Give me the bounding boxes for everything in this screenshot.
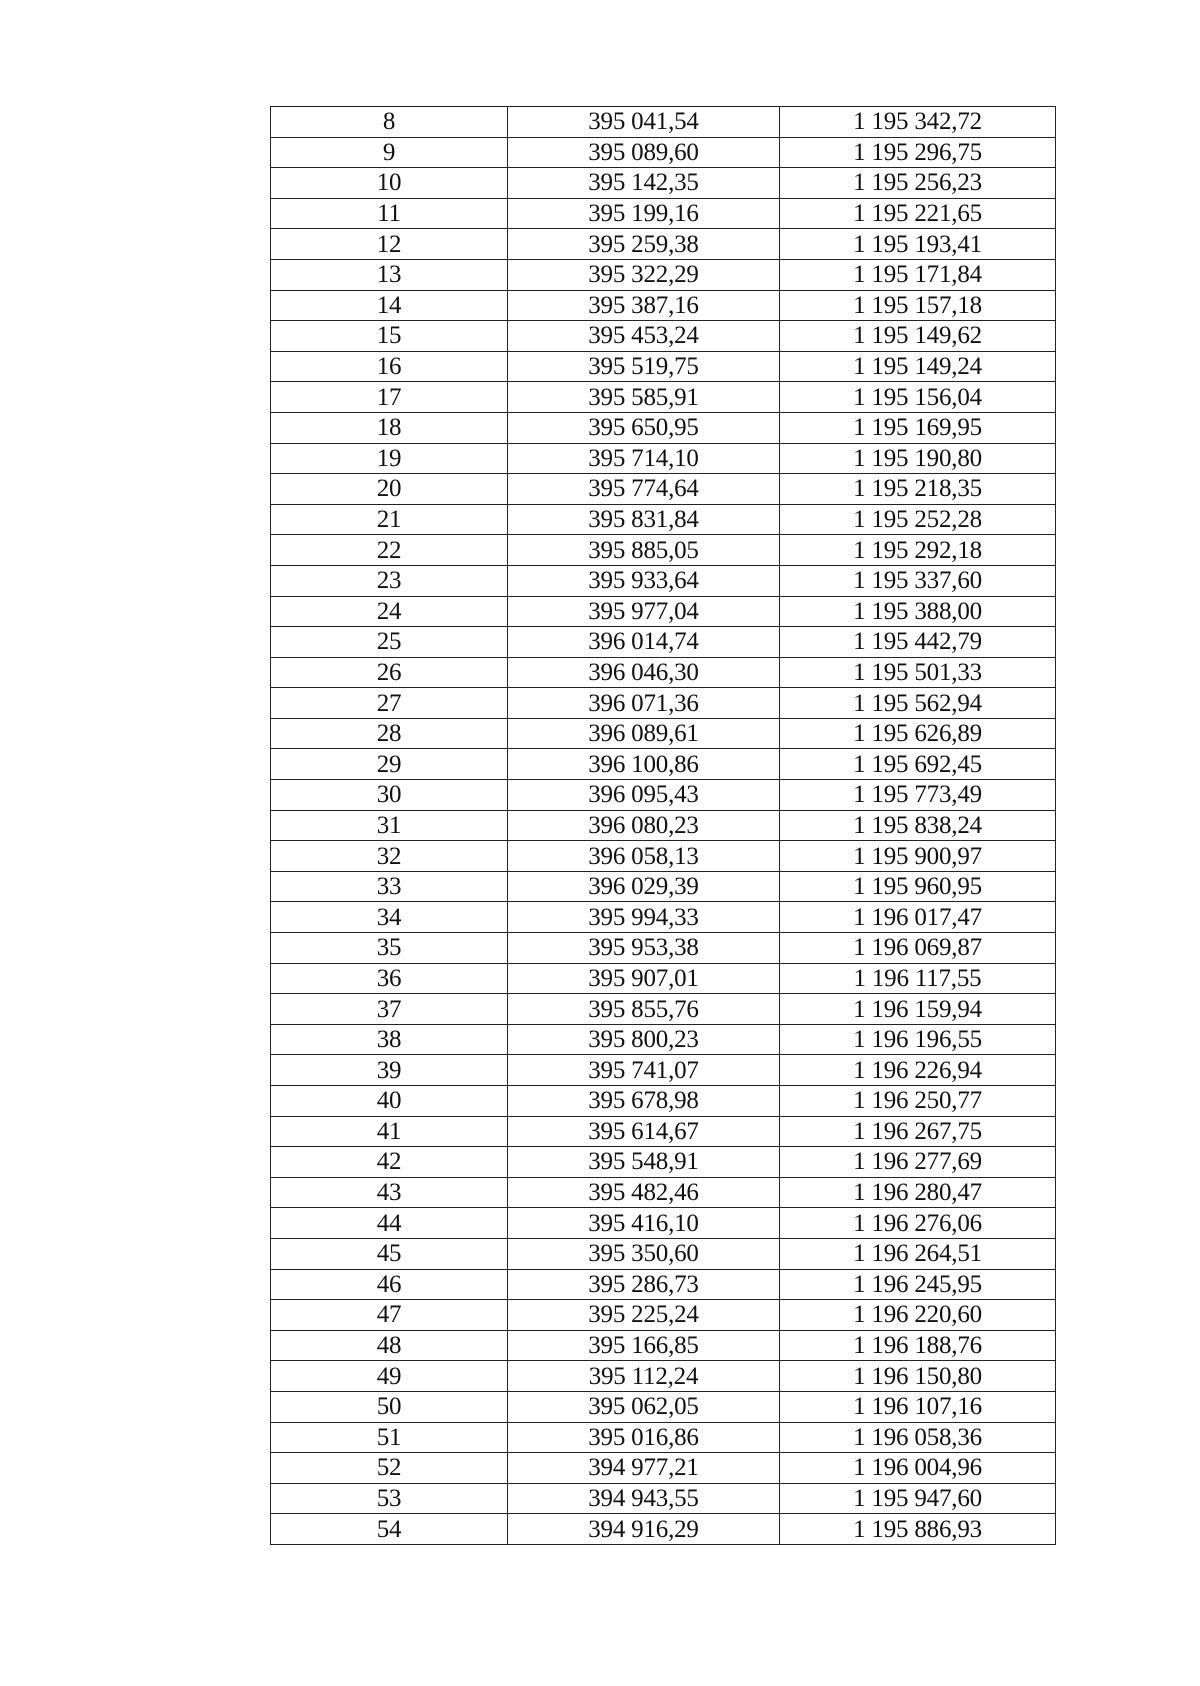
point-number-cell: 31: [271, 810, 508, 841]
point-number-cell: 20: [271, 474, 508, 505]
point-number-cell: 33: [271, 871, 508, 902]
table-row: [271, 780, 1056, 811]
y-coordinate-cell: 1 195 252,28: [780, 504, 1056, 535]
x-coordinate-cell: 395 322,29: [508, 259, 780, 290]
x-coordinate-cell: 395 387,16: [508, 290, 780, 321]
point-number-cell: 25: [271, 627, 508, 658]
table-row: [271, 198, 1056, 229]
table-row: [271, 1422, 1056, 1453]
table-row: [271, 933, 1056, 964]
point-number-cell: 35: [271, 933, 508, 964]
y-coordinate-cell: 1 195 342,72: [780, 107, 1056, 138]
table-row: [271, 351, 1056, 382]
point-number-cell: 34: [271, 902, 508, 933]
x-coordinate-cell: 395 199,16: [508, 198, 780, 229]
point-number-cell: 26: [271, 657, 508, 688]
x-coordinate-cell: 395 614,67: [508, 1116, 780, 1147]
y-coordinate-cell: 1 195 960,95: [780, 871, 1056, 902]
point-number-cell: 19: [271, 443, 508, 474]
point-number-cell: 15: [271, 321, 508, 352]
x-coordinate-cell: 396 100,86: [508, 749, 780, 780]
y-coordinate-cell: 1 196 250,77: [780, 1086, 1056, 1117]
table-row: [271, 1147, 1056, 1178]
y-coordinate-cell: 1 196 245,95: [780, 1269, 1056, 1300]
y-coordinate-cell: 1 195 886,93: [780, 1514, 1056, 1545]
point-number-cell: 24: [271, 596, 508, 627]
table-row: [271, 168, 1056, 199]
table-row: [271, 1116, 1056, 1147]
y-coordinate-cell: 1 195 169,95: [780, 412, 1056, 443]
x-coordinate-cell: 395 416,10: [508, 1208, 780, 1239]
x-coordinate-cell: 395 286,73: [508, 1269, 780, 1300]
y-coordinate-cell: 1 195 221,65: [780, 198, 1056, 229]
point-number-cell: 51: [271, 1422, 508, 1453]
table-row: [271, 718, 1056, 749]
point-number-cell: 48: [271, 1330, 508, 1361]
y-coordinate-cell: 1 195 149,24: [780, 351, 1056, 382]
y-coordinate-cell: 1 196 196,55: [780, 1024, 1056, 1055]
point-number-cell: 22: [271, 535, 508, 566]
table-row: [271, 137, 1056, 168]
table-row: [271, 688, 1056, 719]
x-coordinate-cell: 395 800,23: [508, 1024, 780, 1055]
y-coordinate-cell: 1 195 156,04: [780, 382, 1056, 413]
y-coordinate-cell: 1 195 337,60: [780, 565, 1056, 596]
y-coordinate-cell: 1 196 017,47: [780, 902, 1056, 933]
table-row: [271, 321, 1056, 352]
x-coordinate-cell: 396 080,23: [508, 810, 780, 841]
y-coordinate-cell: 1 195 442,79: [780, 627, 1056, 658]
table-row: [271, 963, 1056, 994]
x-coordinate-cell: 395 548,91: [508, 1147, 780, 1178]
y-coordinate-cell: 1 195 947,60: [780, 1483, 1056, 1514]
point-number-cell: 36: [271, 963, 508, 994]
point-number-cell: 16: [271, 351, 508, 382]
point-number-cell: 21: [271, 504, 508, 535]
table-row: [271, 412, 1056, 443]
y-coordinate-cell: 1 196 107,16: [780, 1391, 1056, 1422]
table-row: [271, 749, 1056, 780]
y-coordinate-cell: 1 195 171,84: [780, 259, 1056, 290]
x-coordinate-cell: 395 907,01: [508, 963, 780, 994]
table-row: [271, 994, 1056, 1025]
point-number-cell: 39: [271, 1055, 508, 1086]
x-coordinate-cell: 396 089,61: [508, 718, 780, 749]
x-coordinate-cell: 395 062,05: [508, 1391, 780, 1422]
coordinates-table: [270, 106, 1056, 1545]
point-number-cell: 40: [271, 1086, 508, 1117]
table-row: [271, 443, 1056, 474]
y-coordinate-cell: 1 195 773,49: [780, 780, 1056, 811]
point-number-cell: 9: [271, 137, 508, 168]
x-coordinate-cell: 396 046,30: [508, 657, 780, 688]
point-number-cell: 10: [271, 168, 508, 199]
point-number-cell: 13: [271, 259, 508, 290]
table-row: [271, 1361, 1056, 1392]
y-coordinate-cell: 1 196 267,75: [780, 1116, 1056, 1147]
x-coordinate-cell: 395 016,86: [508, 1422, 780, 1453]
table-row: [271, 1514, 1056, 1545]
y-coordinate-cell: 1 195 149,62: [780, 321, 1056, 352]
point-number-cell: 45: [271, 1238, 508, 1269]
x-coordinate-cell: 395 585,91: [508, 382, 780, 413]
point-number-cell: 38: [271, 1024, 508, 1055]
y-coordinate-cell: 1 195 190,80: [780, 443, 1056, 474]
y-coordinate-cell: 1 196 069,87: [780, 933, 1056, 964]
table-row: [271, 1055, 1056, 1086]
point-number-cell: 11: [271, 198, 508, 229]
point-number-cell: 18: [271, 412, 508, 443]
y-coordinate-cell: 1 196 280,47: [780, 1177, 1056, 1208]
y-coordinate-cell: 1 196 277,69: [780, 1147, 1056, 1178]
point-number-cell: 14: [271, 290, 508, 321]
y-coordinate-cell: 1 196 159,94: [780, 994, 1056, 1025]
y-coordinate-cell: 1 195 562,94: [780, 688, 1056, 719]
x-coordinate-cell: 395 831,84: [508, 504, 780, 535]
x-coordinate-cell: 395 650,95: [508, 412, 780, 443]
x-coordinate-cell: 394 916,29: [508, 1514, 780, 1545]
y-coordinate-cell: 1 195 296,75: [780, 137, 1056, 168]
x-coordinate-cell: 395 259,38: [508, 229, 780, 260]
point-number-cell: 50: [271, 1391, 508, 1422]
point-number-cell: 42: [271, 1147, 508, 1178]
x-coordinate-cell: 395 041,54: [508, 107, 780, 138]
x-coordinate-cell: 395 453,24: [508, 321, 780, 352]
x-coordinate-cell: 395 953,38: [508, 933, 780, 964]
x-coordinate-cell: 395 166,85: [508, 1330, 780, 1361]
table-row: [271, 657, 1056, 688]
table-row: [271, 504, 1056, 535]
y-coordinate-cell: 1 196 220,60: [780, 1300, 1056, 1331]
point-number-cell: 54: [271, 1514, 508, 1545]
table-row: [271, 1208, 1056, 1239]
y-coordinate-cell: 1 196 188,76: [780, 1330, 1056, 1361]
x-coordinate-cell: 396 014,74: [508, 627, 780, 658]
table-row: [271, 810, 1056, 841]
table-row: [271, 474, 1056, 505]
x-coordinate-cell: 395 933,64: [508, 565, 780, 596]
y-coordinate-cell: 1 195 193,41: [780, 229, 1056, 260]
x-coordinate-cell: 396 029,39: [508, 871, 780, 902]
point-number-cell: 37: [271, 994, 508, 1025]
table-row: [271, 902, 1056, 933]
table-row: [271, 871, 1056, 902]
y-coordinate-cell: 1 195 292,18: [780, 535, 1056, 566]
x-coordinate-cell: 395 519,75: [508, 351, 780, 382]
x-coordinate-cell: 395 994,33: [508, 902, 780, 933]
table-row: [271, 1177, 1056, 1208]
y-coordinate-cell: 1 195 388,00: [780, 596, 1056, 627]
y-coordinate-cell: 1 196 058,36: [780, 1422, 1056, 1453]
table-row: [271, 1330, 1056, 1361]
table-row: [271, 229, 1056, 260]
point-number-cell: 17: [271, 382, 508, 413]
x-coordinate-cell: 394 977,21: [508, 1453, 780, 1484]
x-coordinate-cell: 395 977,04: [508, 596, 780, 627]
x-coordinate-cell: 394 943,55: [508, 1483, 780, 1514]
x-coordinate-cell: 396 058,13: [508, 841, 780, 872]
y-coordinate-cell: 1 195 218,35: [780, 474, 1056, 505]
y-coordinate-cell: 1 195 626,89: [780, 718, 1056, 749]
point-number-cell: 23: [271, 565, 508, 596]
y-coordinate-cell: 1 195 157,18: [780, 290, 1056, 321]
x-coordinate-cell: 395 482,46: [508, 1177, 780, 1208]
table-row: [271, 841, 1056, 872]
table-row: [271, 1391, 1056, 1422]
table-row: [271, 1086, 1056, 1117]
point-number-cell: 12: [271, 229, 508, 260]
table-row: [271, 596, 1056, 627]
table-row: [271, 1483, 1056, 1514]
x-coordinate-cell: 395 885,05: [508, 535, 780, 566]
table-row: [271, 382, 1056, 413]
y-coordinate-cell: 1 195 692,45: [780, 749, 1056, 780]
point-number-cell: 30: [271, 780, 508, 811]
point-number-cell: 52: [271, 1453, 508, 1484]
x-coordinate-cell: 395 678,98: [508, 1086, 780, 1117]
x-coordinate-cell: 395 714,10: [508, 443, 780, 474]
x-coordinate-cell: 395 089,60: [508, 137, 780, 168]
x-coordinate-cell: 395 225,24: [508, 1300, 780, 1331]
table-row: [271, 1300, 1056, 1331]
x-coordinate-cell: 396 095,43: [508, 780, 780, 811]
y-coordinate-cell: 1 195 256,23: [780, 168, 1056, 199]
y-coordinate-cell: 1 196 150,80: [780, 1361, 1056, 1392]
table-row: [271, 1024, 1056, 1055]
table-row: [271, 565, 1056, 596]
point-number-cell: 43: [271, 1177, 508, 1208]
y-coordinate-cell: 1 196 117,55: [780, 963, 1056, 994]
point-number-cell: 46: [271, 1269, 508, 1300]
table-row: [271, 107, 1056, 138]
table-row: [271, 1269, 1056, 1300]
point-number-cell: 53: [271, 1483, 508, 1514]
table-row: [271, 627, 1056, 658]
point-number-cell: 49: [271, 1361, 508, 1392]
point-number-cell: 29: [271, 749, 508, 780]
x-coordinate-cell: 395 142,35: [508, 168, 780, 199]
table-row: [271, 535, 1056, 566]
point-number-cell: 44: [271, 1208, 508, 1239]
table-row: [271, 1238, 1056, 1269]
table-row: [271, 290, 1056, 321]
point-number-cell: 28: [271, 718, 508, 749]
y-coordinate-cell: 1 196 276,06: [780, 1208, 1056, 1239]
x-coordinate-cell: 395 741,07: [508, 1055, 780, 1086]
point-number-cell: 32: [271, 841, 508, 872]
x-coordinate-cell: 396 071,36: [508, 688, 780, 719]
point-number-cell: 47: [271, 1300, 508, 1331]
y-coordinate-cell: 1 196 004,96: [780, 1453, 1056, 1484]
x-coordinate-cell: 395 350,60: [508, 1238, 780, 1269]
y-coordinate-cell: 1 195 501,33: [780, 657, 1056, 688]
x-coordinate-cell: 395 112,24: [508, 1361, 780, 1392]
y-coordinate-cell: 1 196 264,51: [780, 1238, 1056, 1269]
y-coordinate-cell: 1 195 838,24: [780, 810, 1056, 841]
x-coordinate-cell: 395 855,76: [508, 994, 780, 1025]
table-row: [271, 1453, 1056, 1484]
point-number-cell: 8: [271, 107, 508, 138]
point-number-cell: 27: [271, 688, 508, 719]
point-number-cell: 41: [271, 1116, 508, 1147]
y-coordinate-cell: 1 195 900,97: [780, 841, 1056, 872]
coordinates-table-body: [271, 107, 1056, 1545]
y-coordinate-cell: 1 196 226,94: [780, 1055, 1056, 1086]
table-row: [271, 259, 1056, 290]
x-coordinate-cell: 395 774,64: [508, 474, 780, 505]
